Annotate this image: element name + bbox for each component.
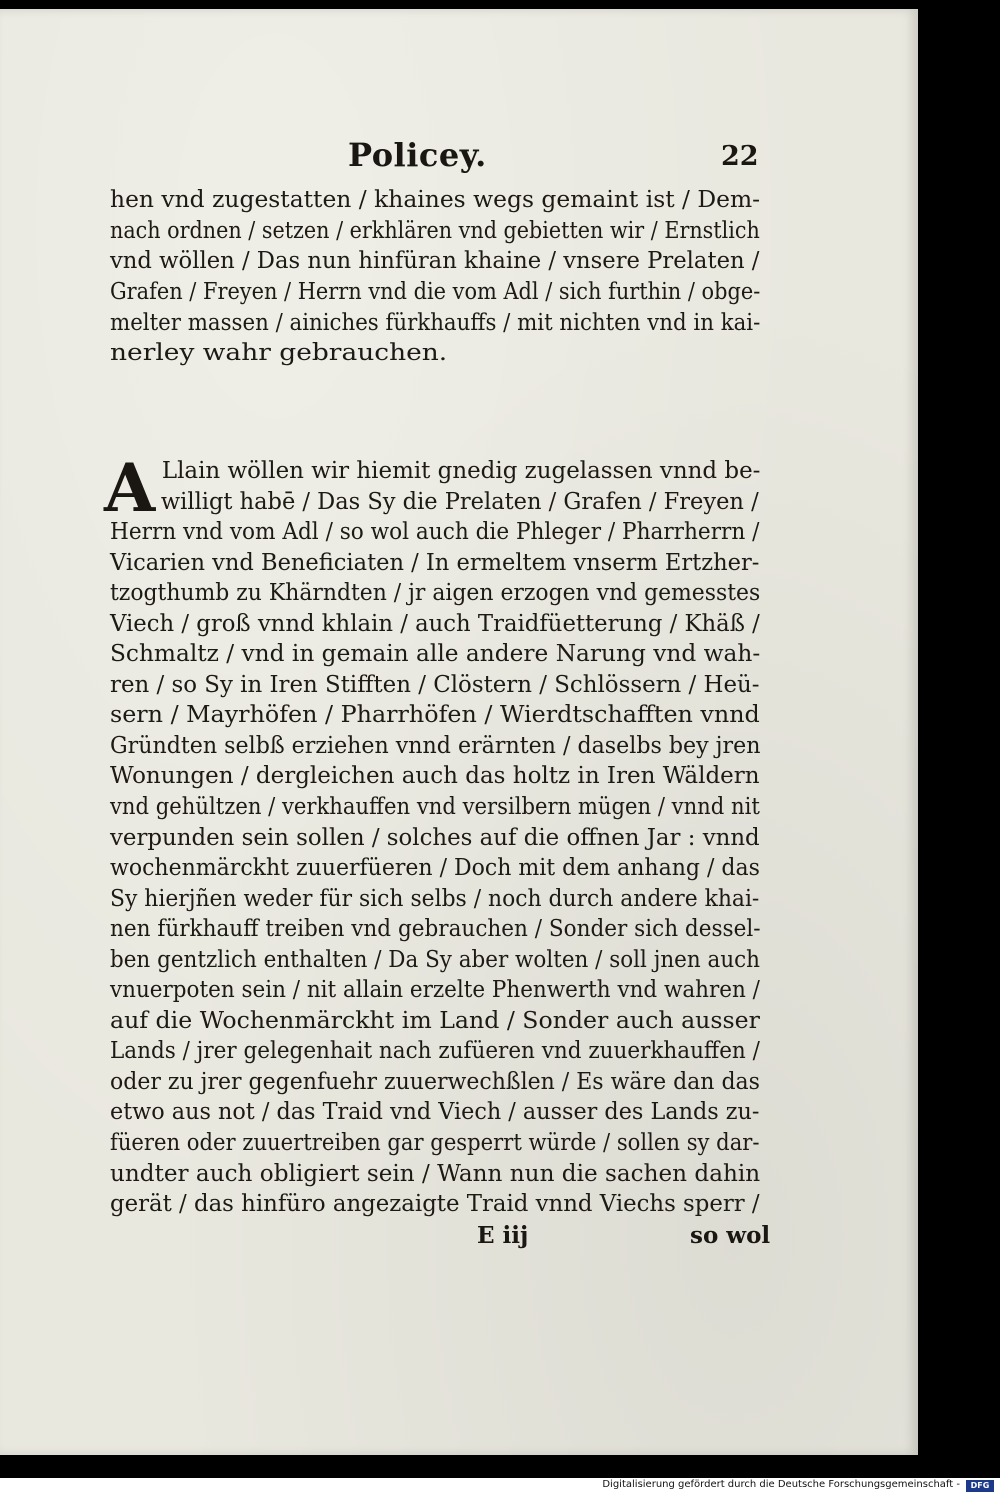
funding-credit: Digitalisierung gefördert durch die Deutsche Forschungsgemeinschaft - bbox=[602, 1479, 960, 1490]
text-line: Sy hierjñen weder für sich selbs / noch durch andere khai- bbox=[110, 885, 760, 912]
text-line: tzogthumb zu Khärndten / jr aigen erzogen vnd gemesstes bbox=[110, 580, 761, 607]
catchword: so wol bbox=[690, 1222, 771, 1249]
text-line: undter auch obligiert sein / Wann nun die sachen dahin bbox=[110, 1160, 761, 1187]
book-page bbox=[0, 9, 918, 1455]
text-line: Viech / groß vnnd khlain / auch Traidfüetterung / Khäß / bbox=[110, 610, 760, 637]
text-line: ren / so Sy in Iren Stifften / Clöstern / Schlössern / Heü- bbox=[110, 671, 760, 698]
paragraph-2 bbox=[110, 456, 760, 1220]
text-line: Wonungen / dergleichen auch das holtz in Iren Wäldern bbox=[110, 763, 760, 790]
text-line: Gründten selbß erziehen vnnd erärnten / daselbs bey jren bbox=[110, 732, 761, 759]
text-line: melter massen / ainiches fürkhauffs / mit nichten vnd in kai- bbox=[110, 309, 761, 336]
text-line: oder zu jrer gegenfuehr zuuerwechßlen / Es wäre dan das bbox=[110, 1068, 760, 1095]
dfg-logo[interactable]: DFG bbox=[966, 1480, 994, 1492]
page-number: 22 bbox=[721, 141, 759, 172]
text-line: hen vnd zugestatten / khaines wegs gemaint ist / Dem- bbox=[110, 187, 761, 213]
text-line: vnd wöllen / Das nun hinfüran khaine / vnsere Prelaten / bbox=[110, 248, 760, 275]
text-line: auf die Wochenmärckht im Land / Sonder auch ausser bbox=[110, 1007, 760, 1034]
text-line: füeren oder zuuertreiben gar gesperrt würde / sollen sy dar- bbox=[110, 1130, 760, 1157]
text-line: Herrn vnd vom Adl / so wol auch die Phleger / Pharrherrn / bbox=[110, 519, 760, 546]
paragraph-1 bbox=[110, 185, 760, 369]
text-line: Schmaltz / vnd in gemain alle andere Narung vnd wah- bbox=[110, 641, 761, 668]
text-line: gerät / das hinfüro angezaigte Traid vnnd Viechs sperr / bbox=[110, 1191, 760, 1218]
signature-mark: E iij bbox=[477, 1222, 529, 1249]
running-head: Policey. bbox=[348, 136, 487, 174]
text-line: etwo aus not / das Traid vnd Viech / ausser des Lands zu- bbox=[110, 1099, 760, 1126]
text-line: Vicarien vnd Beneficiaten / In ermeltem vnserm Ertzher- bbox=[110, 549, 760, 576]
text-line: nach ordnen / setzen / erkhlären vnd gebietten wir / Ernstlich bbox=[110, 217, 760, 244]
text-line: wochenmärckht zuuerfüeren / Doch mit dem anhang / das bbox=[110, 855, 760, 882]
text-line: Grafen / Freyen / Herrn vnd die vom Adl / sich furthin / obge- bbox=[110, 279, 761, 306]
text-line: Llain wöllen wir hiemit gnedig zugelassen vnnd be- bbox=[161, 458, 761, 484]
text-line: ben gentzlich enthalten / Da Sy aber wolten / soll jnen auch bbox=[110, 946, 760, 973]
text-line: willigt habē / Das Sy die Prelaten / Grafen / Freyen / bbox=[160, 488, 759, 515]
text-line: nen fürkhauff treiben vnd gebrauchen / Sonder sich dessel- bbox=[110, 916, 761, 943]
text-line: Lands / jrer gelegenhait nach zufüeren vnd zuuerkhauffen / bbox=[110, 1038, 760, 1065]
text-line: sern / Mayrhöfen / Pharrhöfen / Wierdtschafften vnnd bbox=[110, 702, 760, 729]
text-line: verpunden sein sollen / solches auf die offnen Jar : vnnd bbox=[110, 824, 760, 851]
drop-cap: A bbox=[104, 449, 156, 527]
text-line: nerley wahr gebrauchen. bbox=[110, 340, 448, 367]
text-line: vnuerpoten sein / nit allain erzelte Phenwerth vnd wahren / bbox=[110, 977, 760, 1004]
text-line: vnd gehültzen / verkhauffen vnd versilbern mügen / vnnd nit bbox=[110, 794, 760, 821]
